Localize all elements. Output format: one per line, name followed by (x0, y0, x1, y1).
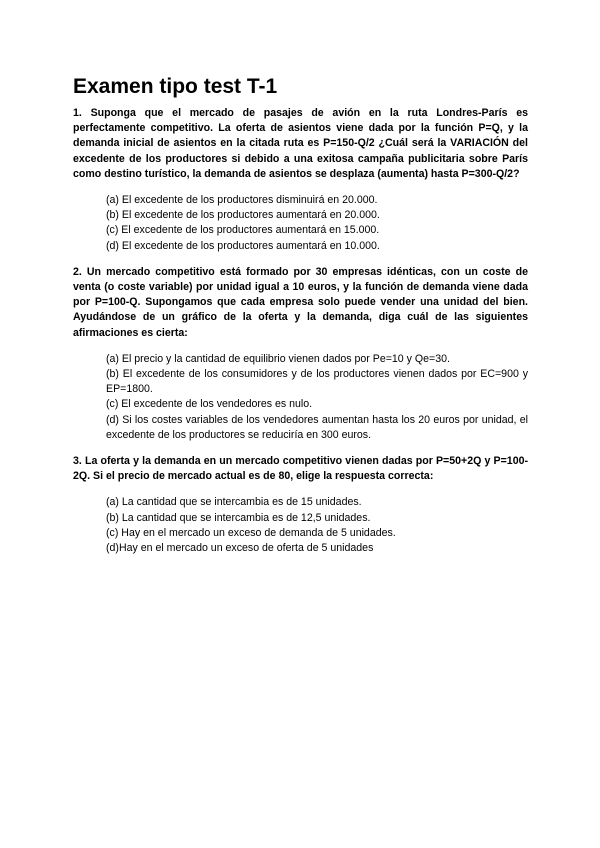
question-2-option-d: (d) Si los costes variables de los vendedores aumentan hasta los 20 euros por unidad, el excedente de los productores se reduciría en 300 euros. (106, 413, 528, 441)
question-3 (73, 454, 528, 556)
question-2-option-a: (a) El precio y la cantidad de equilibrio vienen dados por Pe=10 y Qe=30. (106, 352, 450, 365)
question-3-option-d: (d)Hay en el mercado un exceso de oferta de 5 unidades (106, 542, 374, 555)
question-1-option-c: (c) El excedente de los productores aumentará en 15.000. (106, 224, 380, 237)
question-2-option-c: (c) El excedente de los vendedores es nulo. (106, 398, 313, 411)
question-1 (73, 106, 528, 254)
question-3-option-a: (a) La cantidad que se intercambia es de 15 unidades. (106, 496, 362, 509)
question-3-options (73, 495, 528, 556)
question-1-text: 1. Suponga que el mercado de pasajes de avión en la ruta Londres-París es perfectamente competitivo. La oferta de asientos viene dada por la función P=Q, y la demanda inicial de asientos en la citada ruta es P=150-Q/2 ¿Cuál será la VARIACIÓN del excedente de los productores si debido a una exitosa campaña publicitaria sobre París como destino turístico, la demanda de asientos se desplaza (aumenta) hasta P=300-Q/2? (73, 107, 528, 180)
question-2-text: 2. Un mercado competitivo está formado por 30 empresas idénticas, con un coste de venta (o coste variable) por unidad igual a 10 euros, y la función de demanda viene dada por P=100-Q. Supongamos que cada empresa solo puede vender una unidad del bien. Ayudándose de un gráfico de la oferta y la demanda, diga cuál de las siguientes afirmaciones es cierta: (73, 265, 528, 339)
exam-page (73, 74, 528, 567)
question-3-option-c: (c) Hay en el mercado un exceso de demanda de 5 unidades. (106, 526, 396, 539)
question-1-option-a: (a) El excedente de los productores disminuirá en 20.000. (106, 194, 378, 207)
page-title: Examen tipo test T-1 (73, 75, 278, 98)
question-1-option-d: (d) El excedente de los productores aumentará en 10.000. (106, 239, 380, 252)
question-2-options (73, 352, 528, 443)
question-3-text: 3. La oferta y la demanda en un mercado competitivo vienen dadas por P=50+2Q y P=100-2Q. Si el precio de mercado actual es de 80, elige la respuesta correcta: (73, 455, 528, 483)
question-1-option-b: (b) El excedente de los productores aumentará en 20.000. (106, 209, 380, 222)
question-2-option-b: (b) El excedente de los consumidores y de los productores vienen dados por EC=900 y EP=1800. (106, 368, 528, 396)
question-3-option-b: (b) La cantidad que se intercambia es de 12,5 unidades. (106, 511, 371, 524)
question-2 (73, 265, 528, 443)
question-1-options (73, 193, 528, 254)
